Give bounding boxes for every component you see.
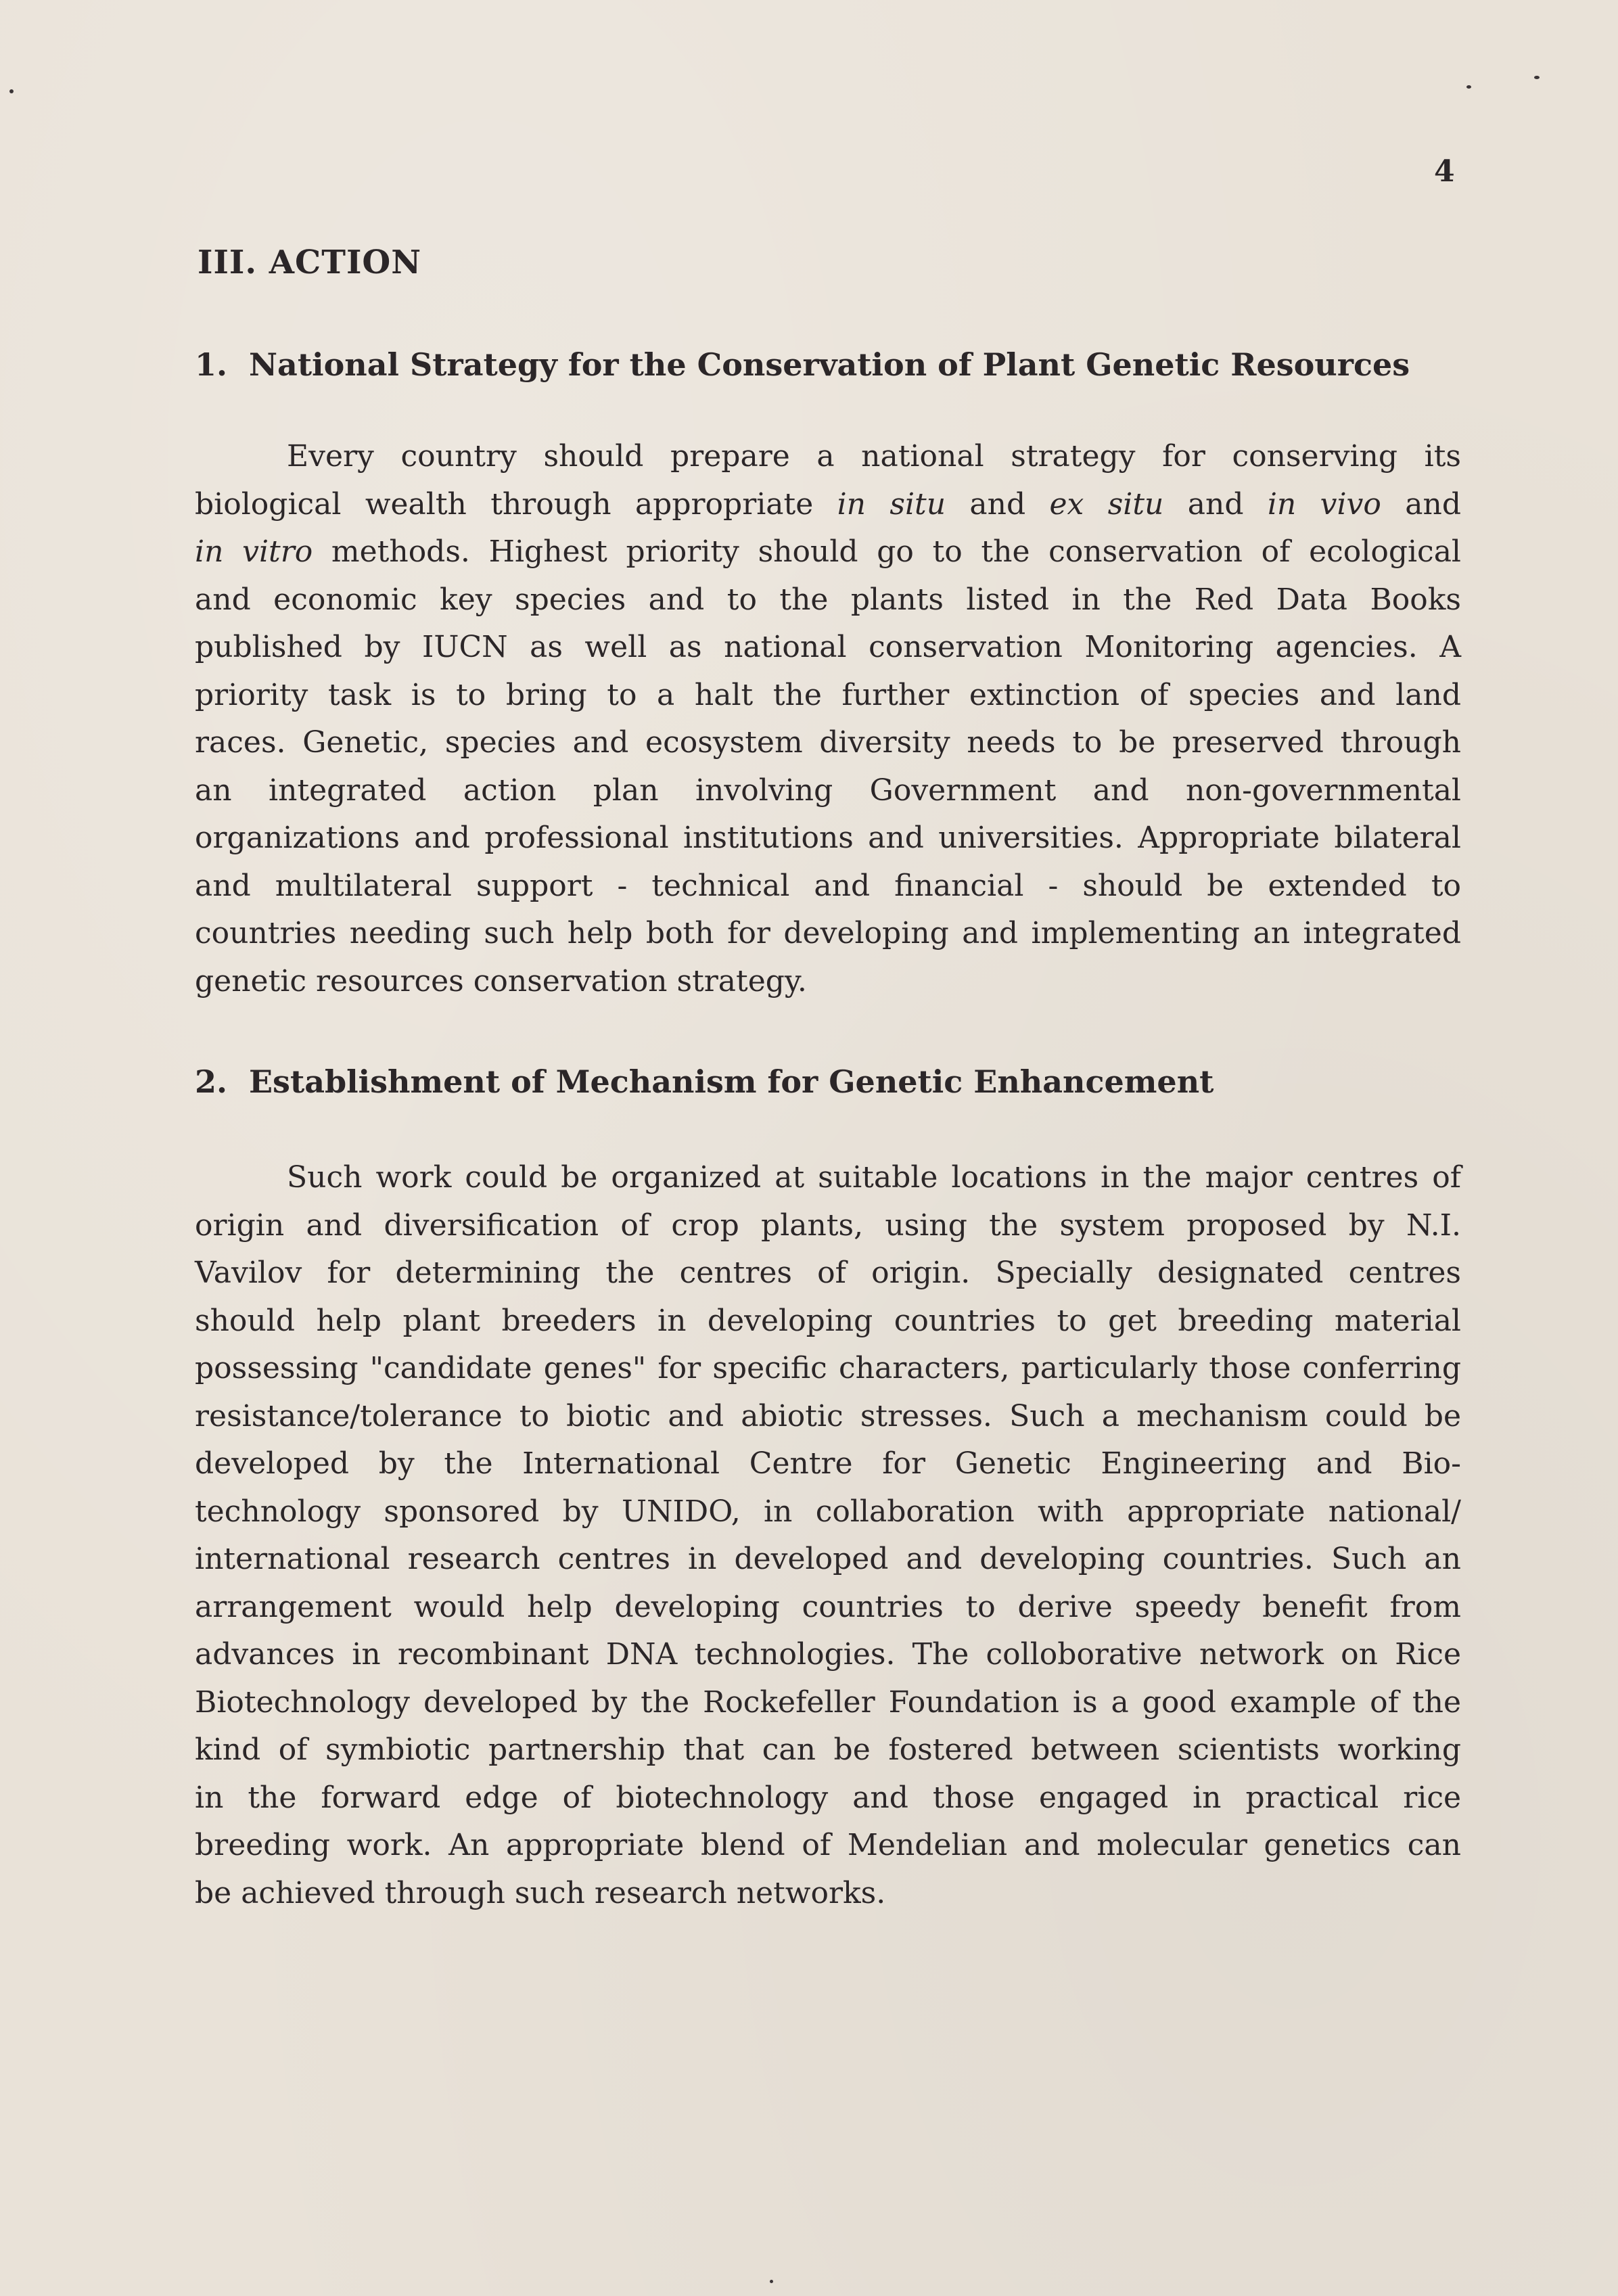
- paragraph-line: biological wealth through appropriate in situ and ex situ and in vivo and: [195, 486, 1461, 522]
- italic-term: in vivo: [1267, 486, 1381, 522]
- paragraph-line: Vavilov for determining the centres of origin. Specially designated centres: [195, 1256, 1461, 1290]
- section-2-heading: [195, 1063, 1214, 1100]
- paragraph-line: genetic resources conservation strategy.: [195, 963, 807, 998]
- paragraph-line: races. Genetic, species and ecosystem diversity needs to be preserved through: [195, 725, 1461, 760]
- paragraph-line: and multilateral support - technical and financial - should be extended to: [195, 868, 1461, 903]
- scan-speck: [9, 89, 14, 93]
- section-2-paragraph: [195, 1154, 1461, 1917]
- section-1-paragraph: [195, 433, 1461, 1005]
- scan-speck: [1466, 85, 1471, 89]
- italic-term: in vitro: [195, 534, 313, 569]
- paragraph-line: and economic key species and to the plants listed in the Red Data Books: [195, 582, 1461, 617]
- italic-term: ex situ: [1049, 486, 1164, 522]
- scan-speck: [1534, 76, 1540, 79]
- section-2-title: Establishment of Mechanism for Genetic Enhancement: [249, 1063, 1214, 1100]
- paragraph-line: in the forward edge of biotechnology and those engaged in practical rice: [195, 1780, 1461, 1815]
- paragraph-line: arrangement would help developing countries to derive speedy benefit from: [195, 1589, 1461, 1624]
- paragraph-line: resistance/tolerance to biotic and abiotic stresses. Such a mechanism could be: [195, 1398, 1461, 1433]
- paragraph-line: international research centres in developed and developing countries. Such an: [195, 1542, 1461, 1576]
- paragraph-line: organizations and professional institutions and universities. Appropriate bilateral: [195, 821, 1461, 855]
- page-number: 4: [1434, 154, 1455, 189]
- paragraph-line: technology sponsored by UNIDO, in collaboration with appropriate national/: [195, 1494, 1461, 1529]
- section-1-number: 1.: [195, 346, 228, 383]
- italic-term: in situ: [837, 486, 946, 522]
- paragraph-line: Biotechnology developed by the Rockefeller Foundation is a good example of the: [195, 1684, 1461, 1720]
- section-1-title: National Strategy for the Conservation of Plant Genetic Resources: [249, 346, 1410, 383]
- chapter-heading: III. ACTION: [198, 244, 422, 281]
- paragraph-line: should help plant breeders in developing countries to get breeding material: [195, 1303, 1461, 1338]
- paragraph-line: an integrated action plan involving Government and non-governmental: [195, 773, 1461, 808]
- paragraph-line: kind of symbiotic partnership that can be fostered between scientists working: [195, 1732, 1461, 1767]
- paragraph-line: possessing "candidate genes" for specific characters, particularly those conferring: [195, 1351, 1461, 1385]
- paragraph-line: published by IUCN as well as national conservation Monitoring agencies. A: [195, 630, 1461, 664]
- section-1-heading: [195, 346, 1410, 383]
- paragraph-line: origin and diversification of crop plants, using the system proposed by N.I.: [195, 1208, 1461, 1243]
- paragraph-line: developed by the International Centre for Genetic Engineering and Bio-: [195, 1446, 1461, 1481]
- paragraph-line: advances in recombinant DNA technologies. The colloborative network on Rice: [195, 1637, 1461, 1672]
- paragraph-line: be achieved through such research networks.: [195, 1875, 886, 1910]
- paragraph-line: in vitro methods. Highest priority should go to the conservation of ecological: [195, 534, 1462, 569]
- paragraph-line: breeding work. An appropriate blend of Mendelian and molecular genetics can: [195, 1828, 1461, 1862]
- scan-speck: [770, 2280, 773, 2283]
- paragraph-line: countries needing such help both for developing and implementing an integrated: [195, 916, 1461, 950]
- paragraph-line: Every country should prepare a national strategy for conserving its: [287, 439, 1461, 474]
- paragraph-line: Such work could be organized at suitable locations in the major centres of: [287, 1160, 1461, 1195]
- section-2-number: 2.: [195, 1063, 228, 1100]
- paragraph-line: priority task is to bring to a halt the further extinction of species and land: [195, 677, 1461, 712]
